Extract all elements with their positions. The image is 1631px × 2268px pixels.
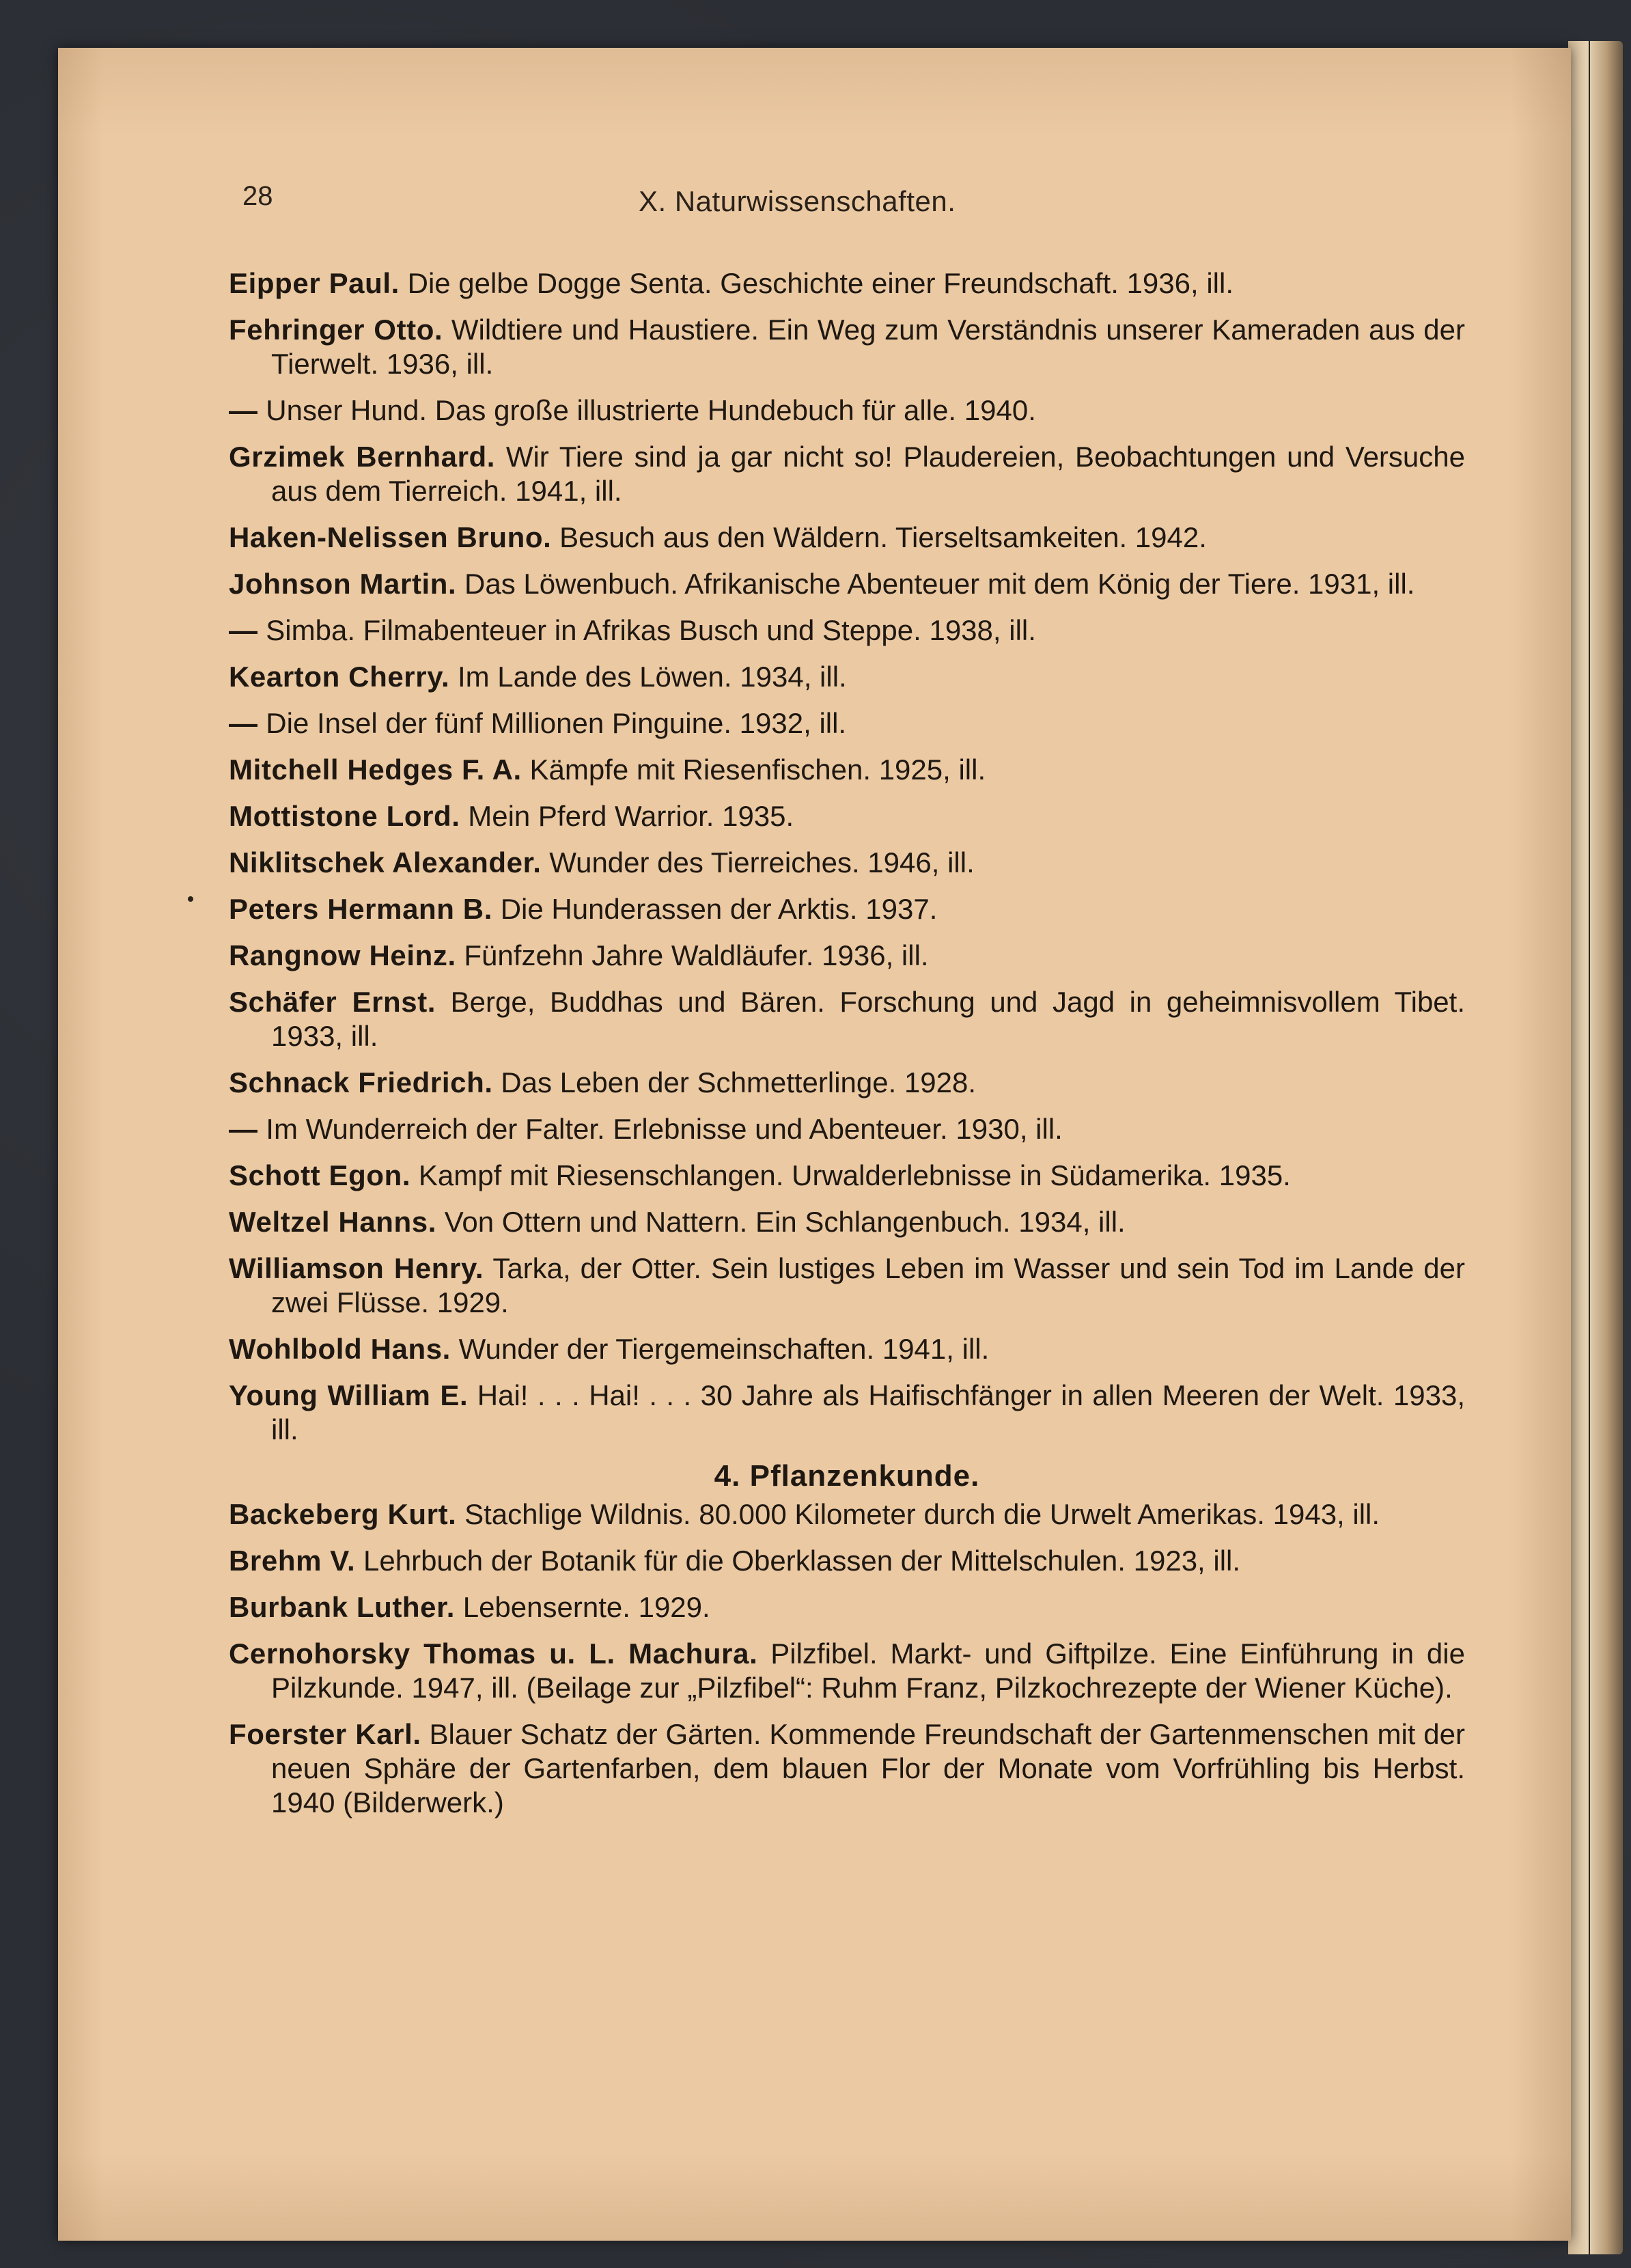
bibliography-entry bbox=[229, 1066, 1465, 1100]
entry-title: Kampf mit Riesenschlangen. Urwalderlebnisse in Südamerika. 1935. bbox=[418, 1159, 1291, 1191]
entry-title: Die gelbe Dogge Senta. Geschichte einer Freundschaft. 1936, ill. bbox=[407, 267, 1233, 299]
entry-author: Schäfer Ernst. bbox=[229, 986, 436, 1018]
bibliography-entry bbox=[229, 1497, 1465, 1532]
entry-author: — bbox=[229, 1113, 258, 1145]
bibliography-entry bbox=[229, 1205, 1465, 1239]
bibliography-entry bbox=[229, 660, 1465, 694]
entry-title: Von Ottern und Nattern. Ein Schlangenbuch. 1934, ill. bbox=[444, 1206, 1126, 1238]
entry-author: — bbox=[229, 614, 258, 646]
entry-author: Fehringer Otto. bbox=[229, 314, 443, 346]
entry-title: Lebensernte. 1929. bbox=[462, 1591, 710, 1623]
entry-author: Brehm V. bbox=[229, 1545, 356, 1577]
entry-author: Rangnow Heinz. bbox=[229, 939, 456, 971]
entry-author: — bbox=[229, 707, 258, 739]
entry-title: Die Hunderassen der Arktis. 1937. bbox=[500, 893, 938, 925]
plant-books-section bbox=[229, 1497, 1465, 1820]
entry-title: Berge, Buddhas und Bären. Forschung und Jagd in geheimnisvollem Tibet. 1933, ill. bbox=[271, 986, 1465, 1052]
bibliography-list bbox=[229, 266, 1465, 1832]
entry-author: Backeberg Kurt. bbox=[229, 1498, 457, 1530]
bibliography-entry bbox=[229, 613, 1465, 648]
bibliography-entry bbox=[229, 1590, 1465, 1624]
bibliography-entry bbox=[229, 1332, 1465, 1366]
entry-title: Kämpfe mit Riesenfischen. 1925, ill. bbox=[529, 753, 986, 786]
entry-author: — bbox=[229, 394, 258, 426]
bibliography-entry bbox=[229, 393, 1465, 428]
entry-author: Cernohorsky Thomas u. L. Machura. bbox=[229, 1637, 758, 1670]
entry-title: Im Lande des Löwen. 1934, ill. bbox=[457, 661, 847, 693]
entry-author: Burbank Luther. bbox=[229, 1591, 456, 1623]
entry-author: Schott Egon. bbox=[229, 1159, 411, 1191]
book-edge-line bbox=[1589, 41, 1590, 2254]
entry-author: Foerster Karl. bbox=[229, 1718, 421, 1750]
entry-title: Simba. Filmabenteuer in Afrikas Busch und Steppe. 1938, ill. bbox=[266, 614, 1036, 646]
bibliography-entry bbox=[229, 313, 1465, 381]
entry-title: Unser Hund. Das große illustrierte Hundebuch für alle. 1940. bbox=[266, 394, 1036, 426]
bibliography-entry bbox=[229, 1159, 1465, 1193]
bibliography-entry bbox=[229, 567, 1465, 601]
bibliography-entry bbox=[229, 799, 1465, 833]
entry-title: Wunder der Tiergemeinschaften. 1941, ill. bbox=[458, 1333, 990, 1365]
entry-author: Mottistone Lord. bbox=[229, 800, 460, 832]
entry-title: Besuch aus den Wäldern. Tierseltsamkeiten. 1942. bbox=[559, 521, 1207, 553]
bibliography-entry bbox=[229, 846, 1465, 880]
bibliography-entry bbox=[229, 1251, 1465, 1320]
entry-title: Mein Pferd Warrior. 1935. bbox=[468, 800, 794, 832]
entry-author: Johnson Martin. bbox=[229, 568, 457, 600]
entry-author: Peters Hermann B. bbox=[229, 893, 493, 925]
entry-title: Wunder des Tierreiches. 1946, ill. bbox=[549, 846, 975, 879]
stray-mark bbox=[188, 896, 193, 902]
bibliography-entry bbox=[229, 939, 1465, 973]
bibliography-entry bbox=[229, 985, 1465, 1053]
entry-title: Die Insel der fünf Millionen Pinguine. 1932, ill. bbox=[266, 707, 847, 739]
entry-author: Grzimek Bernhard. bbox=[229, 441, 496, 473]
entry-author: Eipper Paul. bbox=[229, 267, 400, 299]
page-header bbox=[58, 181, 1571, 236]
bibliography-entry bbox=[229, 266, 1465, 301]
bibliography-entry bbox=[229, 1379, 1465, 1447]
entry-title: Im Wunderreich der Falter. Erlebnisse und Abenteuer. 1930, ill. bbox=[266, 1113, 1063, 1145]
entry-title: Das Löwenbuch. Afrikanische Abenteuer mit dem König der Tiere. 1931, ill. bbox=[464, 568, 1415, 600]
animal-books-section bbox=[229, 266, 1465, 1447]
entry-author: Young William E. bbox=[229, 1379, 469, 1411]
bibliography-entry bbox=[229, 1637, 1465, 1705]
book-edge bbox=[1568, 41, 1623, 2254]
entry-title: Das Leben der Schmetterlinge. 1928. bbox=[501, 1066, 977, 1098]
bibliography-entry bbox=[229, 440, 1465, 508]
entry-title: Wildtiere und Haustiere. Ein Weg zum Verständnis unserer Kameraden aus der Tierwelt. 1936, ill. bbox=[271, 314, 1465, 380]
bibliography-entry bbox=[229, 753, 1465, 787]
entry-author: Williamson Henry. bbox=[229, 1252, 484, 1284]
running-title: X. Naturwissenschaften. bbox=[639, 185, 956, 217]
entry-title: Pilzfibel. Markt- und Giftpilze. Eine Einführung in die Pilzkunde. 1947, ill. (Beilage zur „Pilzfibel“: Ruhm Franz, Pilzkochrezepte der Wiener Küche). bbox=[271, 1637, 1465, 1704]
entry-title: Stachlige Wildnis. 80.000 Kilometer durch die Urwelt Amerikas. 1943, ill. bbox=[464, 1498, 1380, 1530]
section-heading: 4. Pflanzenkunde. bbox=[714, 1459, 980, 1493]
bibliography-entry bbox=[229, 1112, 1465, 1146]
entry-author: Kearton Cherry. bbox=[229, 661, 450, 693]
entry-author: Schnack Friedrich. bbox=[229, 1066, 493, 1098]
bibliography-entry bbox=[229, 1544, 1465, 1578]
bibliography-entry bbox=[229, 892, 1465, 926]
entry-author: Wohlbold Hans. bbox=[229, 1333, 451, 1365]
bibliography-entry bbox=[229, 521, 1465, 555]
page-number: 28 bbox=[242, 181, 273, 211]
bibliography-entry bbox=[229, 706, 1465, 741]
entry-title: Fünfzehn Jahre Waldläufer. 1936, ill. bbox=[464, 939, 929, 971]
entry-title: Lehrbuch der Botanik für die Oberklassen der Mittelschulen. 1923, ill. bbox=[363, 1545, 1241, 1577]
book-page bbox=[58, 48, 1571, 2241]
entry-author: Haken-Nelissen Bruno. bbox=[229, 521, 552, 553]
entry-author: Mitchell Hedges F. A. bbox=[229, 753, 522, 786]
entry-title: Blauer Schatz der Gärten. Kommende Freundschaft der Gartenmenschen mit der neuen Sphäre der Gartenfarben, dem blauen Flor der Monate vom Vorfrühling bis Herbst. 1940 (Bilderwerk.) bbox=[271, 1718, 1465, 1818]
entry-author: Niklitschek Alexander. bbox=[229, 846, 542, 879]
entry-title: Tarka, der Otter. Sein lustiges Leben im Wasser und sein Tod im Lande der zwei Flüsse. 1929. bbox=[271, 1252, 1465, 1318]
bibliography-entry bbox=[229, 1717, 1465, 1820]
entry-title: Wir Tiere sind ja gar nicht so! Plaudereien, Beobachtungen und Versuche aus dem Tierreich. 1941, ill. bbox=[271, 441, 1465, 507]
entry-author: Weltzel Hanns. bbox=[229, 1206, 437, 1238]
entry-title: Hai! . . . Hai! . . . 30 Jahre als Haifischfänger in allen Meeren der Welt. 1933, ill. bbox=[271, 1379, 1466, 1446]
